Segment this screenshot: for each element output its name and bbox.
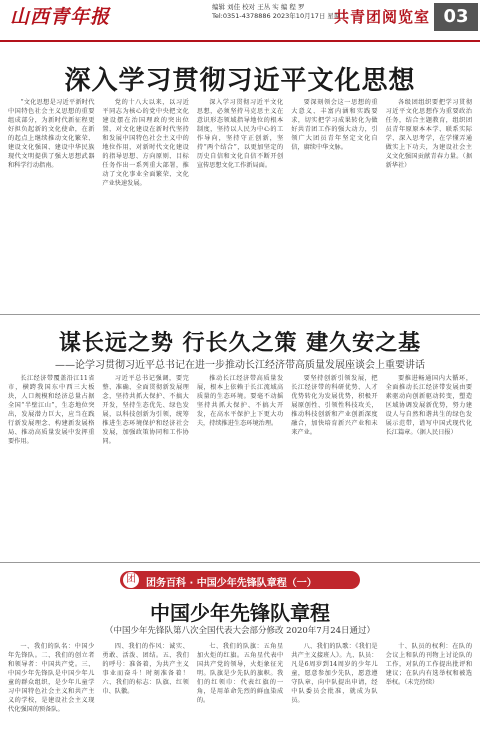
editor-info [212, 3, 347, 21]
article1-body [8, 98, 472, 308]
article3-subtitle: （中国少年先锋队第八次全国代表大会部分修改 2020年7月24日通过） [104, 626, 376, 636]
article3-col-2: 四、我们的作风：诚实、勇敢、活泼、团结。五、我们的呼号：准备着，为共产主义事业而奋斗！时刻准备着！六、我们的标志：队旗、红领巾、队徽。 [102, 643, 189, 695]
article3-col-3: 七、我们的队旗：五角星加火炬的红旗。五角星代表中国共产党的领导，火炬象征光明。队旗是少先队的旗帜。我们的红领巾：代表红旗的一角，是用革命先烈的鲜血染成的。 [196, 643, 284, 704]
article2-col-2: 习近平总书记强调，要完整、准确、全面贯彻新发展理念，坚持共抓大保护、不搞大开发，坚持生态优先、绿色发展，以科技创新为引领，统筹推进生态环境保护和经济社会发展，加强政策协同和工作协同。 [102, 375, 189, 445]
article1-col-5: 各级团组织要把学习贯彻习近平文化思想作为重要政治任务，结合主题教育，组织团员青年原原本本学、联系实际学、深入思考学，在学懂弄通做实上下功夫，为建设社会主义文化强国贡献青春力量。（据新华社） [385, 99, 473, 169]
article3-headline: 中国少年先锋队章程 [150, 601, 330, 625]
article2-col-1: 长江经济带覆盖沿江11省市，横跨我国东中西三大板块，人口规模和经济总量占据全国“半壁江山”，生态地位突出，发展潜力巨大，应当在践行新发展理念、构建新发展格局、推动高质量发展中发挥重要作用。 [8, 375, 95, 445]
article3-col-4: 八、我们的队歌：《我们是共产主义接班人》。九、队员：凡是6周岁到14周岁的少年儿童，愿意参加少先队，愿意遵守队章，向中队提出申请，经中队委员会批准，就成为队员。 [291, 643, 378, 704]
article1-col-2: 党的十八大以来，以习近平同志为核心的党中央把文化建设摆在治国理政的突出位置，对文化建设在新时代坚持和发展中国特色社会主义中的地位作用，对新时代文化建设的指导思想、方向原则、目标任务作出一系列重大部署，推动了文化事业全面繁荣、文化产业快速发展。 [102, 99, 189, 187]
section-title: 共青团阅览室 [334, 8, 431, 26]
article2-col-4: 要坚持创新引领发展，把长江经济带的科研优势、人才优势转化为发展优势，积极开展原创性、引领性科技攻关，推动科技创新和产业创新深度融合，加快培育新兴产业和未来产业。 [291, 375, 378, 436]
column-banner [120, 571, 360, 589]
article1-col-1: “文化思想是习近平新时代中国特色社会主义思想的重要组成部分，为新时代新征程更好担负起新的文化使命，在新的起点上继续推动文化繁荣、建设文化强国、建设中华民族现代文明提供了强大思想武器和科学行动指南。 [8, 99, 95, 169]
masthead-rule [0, 40, 480, 42]
article2-headline: 谋长远之势 行长久之策 建久安之基 [58, 330, 422, 356]
article3-col-1: 一、我们的队名：中国少年先锋队。二、我们的创立者和领导者：中国共产党。三、中国少年先锋队是中国少年儿童的群众组织，是少年儿童学习中国特色社会主义和共产主义的学校，是建设社会主义现代化强国的预备队。 [8, 643, 95, 713]
youth-league-badge-icon: 团 [123, 572, 139, 588]
article-divider-2 [0, 562, 480, 563]
masthead [0, 0, 480, 40]
editor-line: 编辑 刘佳 校对 王丛 实 编 程 罗 [212, 3, 305, 11]
phone-date-line: Tel:0351-4378886 2023年10月17日 星期二 [212, 12, 347, 20]
column-banner-label: 团务百科 · 中国少年先锋队章程（一） [146, 578, 317, 589]
article3-body [8, 642, 472, 736]
newspaper-logo: 山西青年报 [10, 6, 111, 28]
article2-body [8, 374, 472, 556]
article1-headline: 深入学习贯彻习近平文化思想 [64, 66, 416, 96]
article1-col-4: 要深刻领会这一思想的重大意义、丰富内涵和实践要求，切实把学习成果转化为做好共青团工作的强大动力，引领广大团员青年坚定文化自信，赓续中华文脉。 [291, 99, 378, 151]
article2-col-5: 要推进畅通国内大循环，全面推动长江经济带发展由要素驱动向创新驱动转变，塑造区域协调发展新优势，努力建设人与自然和谐共生的绿色发展示范带，谱写中国式现代化长江篇章。（据人民日报） [385, 375, 473, 436]
article3-col-5: 十、队员的权利：在队的会议上和队的刊物上讨论队的工作，对队的工作提出批评和建议；在队内有选举权和被选举权。（未完待续） [385, 643, 473, 686]
page-number-badge: 03 [434, 3, 478, 31]
article-divider [0, 314, 480, 315]
article1-col-3: 深入学习贯彻习近平文化思想，必须坚持马克思主义在意识形态领域指导地位的根本制度，坚持以人民为中心的工作导向，坚持守正创新，坚持“两个结合”，以更加坚定的历史自信和文化自信不断开创宣传思想文化工作新局面。 [196, 99, 284, 169]
article2-subtitle: ——论学习贯彻习近平总书记在进一步推动长江经济带高质量发展座谈会上重要讲话 [55, 360, 425, 371]
article2-col-3: 推动长江经济带高质量发展，根本上依赖于长江流域高质量的生态环境。要毫不动摇坚持共抓大保护、不搞大开发，在高水平保护上下更大功夫，持续推进生态环境治理。 [196, 375, 284, 427]
